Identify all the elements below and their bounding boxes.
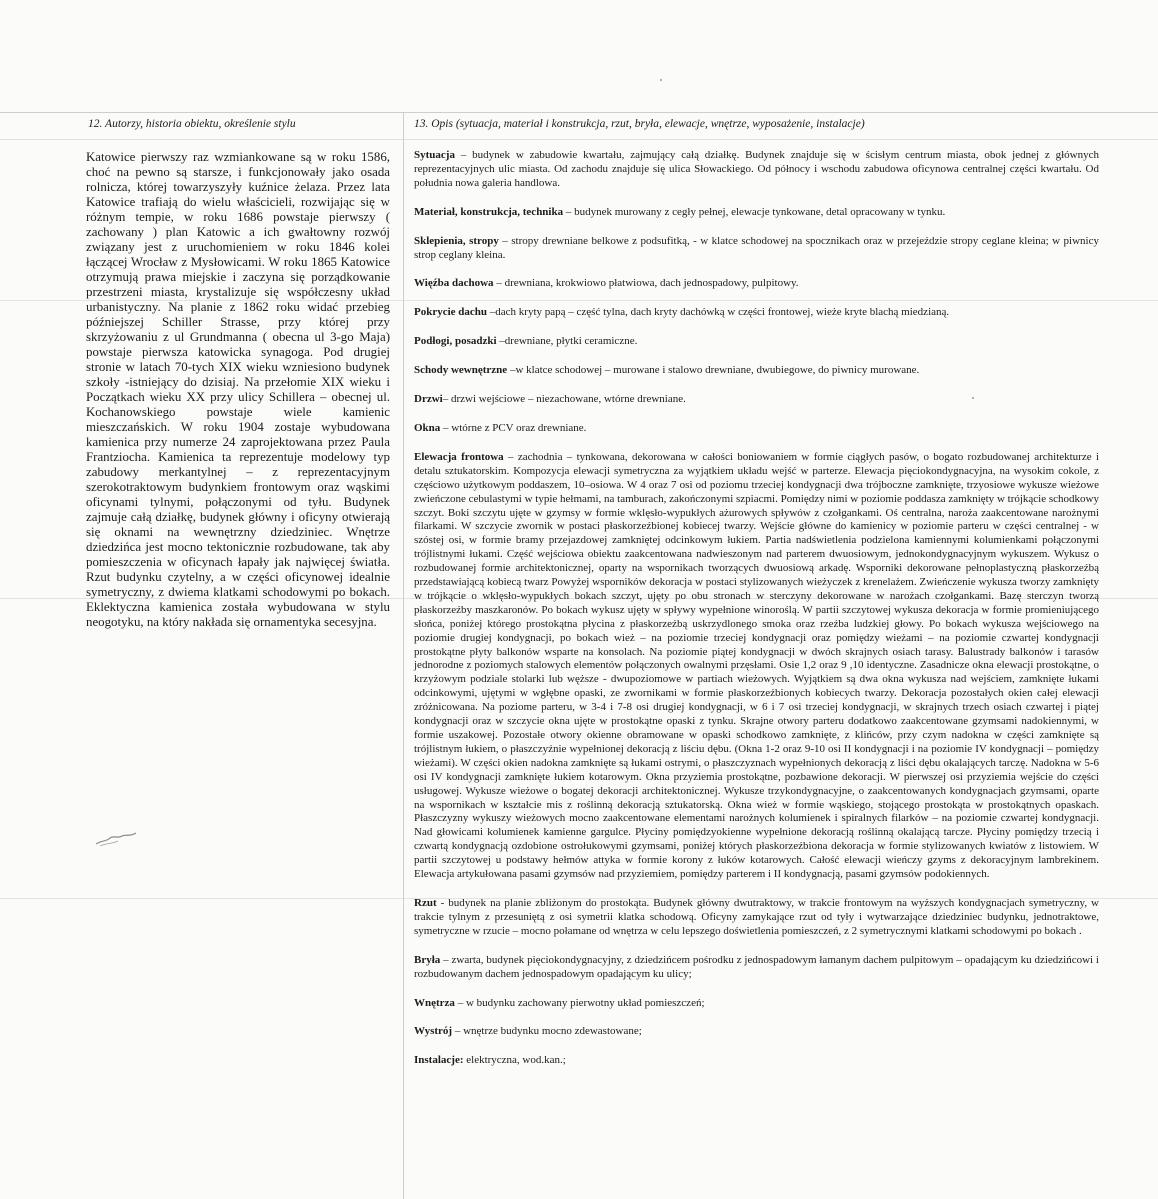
section-text: – drewniana, krokwiowo płatwiowa, dach jednospadowy, pulpitowy. [493,277,799,290]
section-label: Więźba dachowa [414,277,494,290]
section-label: Rzut [414,896,437,909]
scan-speck [660,79,662,81]
section-text: – zachodnia – tynkowana, dekorowana w całości boniowaniem w formie ciągłych pasów, o bogato rozbudowanej architekturze i detalu sztukatorskim. Kompozycja elewacji symetryczna za wyjątkiem układu wejść w parterze. Elewacja pięciokondygnacyjna, na wysokim cokole, z częściowo użytkowym poddaszem, 10–osiowa. W 4 oraz 7 osi od poziomu trzeciej kondygnacji dwa trójboczne zamknięte, trzyosiowe wykusze wieżowe zwieńczone cebulastymi w typie hełmami, na tamburach, zakończonymi szpiacmi. Pomiędzy nimi w poziomie poddasza zamknięty w trójkącie schodkowy szczyt. Boki szczytu ujęte w gzymsy w formie wklęsło-wypukłych ażurowych spływów z czołgankami. Oś centralna, naroża zaakcentowane narożnymi filarkami. W szczycie zwornik w postaci płaskorzeźbionej kobiecej twarzy. Wejście główne do kamienicy w poziomie parteru w części centralnej - w szóstej osi, w formie bramy przejazdowej zamkniętej odcinkowym łukiem. Partia nadświetlenia podzielona kamiennymi kolumienkami połączonymi trójlistnymi łukami. Część wejściowa obiektu zaakcentowana nadwieszonym nad parterem dwuosiowym, jednokondygnacyjnym wykuszem. Wykusz o rozbudowanej formie architektonicznej, oparty na wspornikach tworzących dwuosiową arkadę. Wsporniki dekorowane pełnoplastyczną płaskorzeźbą przedstawiającą kobiecą twarz Powyżej wsporników dekoracja w postaci stylizowanych wieżyczek z krenelażem. Zwieńczenie wykusza tworzy zamknięty w trójkącie o wklęsło-wypukłych bokach szczyt, ujęty po obu stronach w sterczyny dekorowane w narożach czołgankami. Bazę sterczyn tworzą płaskorzeźby maszkaronów. Po bokach wykusz ujęty w spływy wypełnione winoroślą. W partii szczytowej wykusza dekoracja w formie promieniującego słońca, poniżej którego prostokątna płycina z płaskorzeźbą uskrzydlonego smoka oraz rzeźba ludzkiej głowy. Po bokach wykusza wejściowego na poziomie drugiej kondygnacji, po bokach wież – na poziomie trzeciej kondygnacji oraz pomiędzy wieżami – na poziomie czwartej kondygnacji prostokątne płyty balkonów wsparte na konsolach. Na poziomie piątej kondygnacji w dwóch skrajnych osiach tarasy. Balustrady balkonów i tarasów jednorodne z poziomych stalowych elementów połączonych owalnymi przęsłami. Osie 1,2 oraz 9 ,10 identyczne. Zasadnicze okna elewacji prostokątne, o krzyżowym podziale stolarki lub węższe - dwupoziomowe w partiach wieżowych. Wyjątkiem są dwa okna wykusza nad wejściem, zamknięte łukami odcinkowymi, ujętymi w wgłębne opaski, ze zwornikami w formie płaskorzeźbionych kobiecych twarzy. Dekoracja pozostałych okien całej elewacji zróżnicowana. Na poziome parteru, w 3-4 i 7-8 osi drugiej kondygnacji, w 6 i 7 osi trzeciej kondygnacji, w skrajnych trzech osiach czwartej i piątej kondygnacji oraz w szczycie okna ujęte w prostokątne opaski z tynku. Skrajne otwory parteru dodatkowo zaakcentowane gzymsami nadokiennymi, w formie uszakowej. Pozostałe otwory okienne obramowane w opaski schodkowo zamknięte, z klińców, przy czym nadokna w części zamknięte są trójlistnym łukiem, o płaszczyźnie wypełnionej dekoracją z liściu dębu. (Okna 1-2 oraz 9-10 osi II kondygnacji i na poziomie IV kondygnacji – pomiędzy wieżami). W części okien nadokna zamknięte są łukami ostrymi, o płaszczyznach wypełnionych dekoracją z liści dębu okalających tarczę. Nadokna w 5-6 osi IV kondygnacji zamknięte łukiem kotarowym. Okna przyziemia prostokątne, pozbawione dekoracji. W pierwszej osi przyziemia wejście do części usługowej. Wykusze wieżowe o bogatej dekoracji architektonicznej. Wykusze trzykondygnacyjne, o zaakcentowanych kondygnacjach gzymsami, oparte na wspornikach w kształcie mis z roślinną dekoracją sztukatorską. Okna wież w formie wąskiego, stojącego prostokąta w prostokątnych opaskach. Płaszczyzny wykuszy wieżowych mocno zaakcentowane elementami narożnych kolumienek i spiralnych filarków – na poziomie czwartej kondygnacji. Nad głowicami kolumienek kamienne gargulce. Płyciny pomiędzyokienne wypełnione dekoracją roślinną okalającą tarcze. Płyciny pomiędzy trzecią i czwartą kondygnacją ozdobione ostrołukowymi gzymsami, poniżej których płaskorzeźbiona dekoracja w formie stylizowanych kwiatów z listowiem. W partii szczytowej u podstawy hełmów attyka w formie korony z łuków kotarowych. Całość elewacji wieńczy gzyms z dekoracyjnym lambrekinem. Elewacja artykułowana pasami gzymsów nad przyziemiem, pomiędzy parterem i II kondygnacją, pasami gzymsów podokiennych. [414,450,1100,881]
section-text: – drzwi wejściowe – niezachowane, wtórne drewniane. [442,393,686,406]
pen-scribble-mark [94,828,140,848]
description-sections [414,149,1099,1083]
description-section [414,335,1099,349]
table-top-border [0,112,1158,113]
section-text: – budynek murowany z cegły pełnej, elewacje tynkowane, detal opracowany w tynku. [563,205,946,218]
section-text: –w klatce schodowej – murowane i stalowo drewniane, dwubiegowe, do piwnicy murowane. [507,364,920,377]
section-label: Bryła [414,953,441,966]
right-column-heading: 13. Opis (sytuacja, materiał i konstrukcja, rzut, bryła, elewacje, wnętrze, wyposażenie, instalacje) [414,118,865,130]
description-section [414,451,1099,882]
section-text: – budynek w zabudowie kwartału, zajmujący całą działkę. Budynek znajduje się w ścisłym centrum miasta, obok jednej z głównych reprezentacyjnych ulic miasta. Od zachodu znajduje się ulica Słowackiego. Od północy i wschodu zabudowa oficynowa centralnej części kwartału. Od południa nowa galeria handlowa. [414,149,1099,189]
section-text: – wtórne z PCV oraz drewniane. [440,421,587,434]
section-text: – stropy drewniane belkowe z podsufitką, - w klatce schodowej na spocznikach oraz w przejeździe stropy ceglane kleina; w piwnicy strop ceglany kleina. [414,234,1099,261]
section-text: – wnętrze budynku mocno zdewastowane; [452,1025,642,1038]
section-text: –drewniane, płytki ceramiczne. [496,335,638,348]
description-section [414,206,1099,220]
section-text: - budynek na planie zbliżonym do prostokąta. Budynek główny dwutraktowy, w trakcie frontowym na wyższych kondygnacjach symetryczny, w trakcie tylnym z przesuniętą z osi symetrii klatka schodową. Oficyny zamykające rzut od tyły i wytwarzające dziedziniec budynku, jednotraktowe, symetryczne w rzucie – mocno połamane od wnętrza w celu lepszego doświetlenia pomieszczeń, z 2 symetrycznymi klatkami schodowymi po bokach . [414,896,1099,937]
column-divider [403,112,404,1199]
left-column-heading: 12. Autorzy, historia obiektu, określenie stylu [88,118,296,130]
description-section [414,393,1099,407]
section-label: Schody wewnętrzne [414,364,508,377]
header-row-border [0,139,1158,140]
description-section [414,306,1099,320]
history-text: Katowice pierwszy raz wzmiankowane są w roku 1586, choć na pewno są starsze, i funkcjonowały jako osada rolnicza, której towarzyszyły kuźnice żelaza. Przez lata Katowice trafiają do wielu właścicieli, rozwijając się w różnym tempie, w roku 1686 powstaje pierwszy ( zachowany ) plan Katowic a ich gwałtowny rozwój związany jest z uruchomieniem w roku 1846 kolei łączącej Wrocław z Mysłowicami. W roku 1865 Katowice otrzymują prawa miejskie i zaczyna się porządkowanie przestrzeni miasta, krystalizuje się współczesny układ urbanistyczny. Na planie z 1862 roku widać przebieg późniejszej Schiller Strasse, przy której przy skrzyżowaniu z ul Grundmanna ( obecna ul 3-go Maja) powstaje pierwsza katowicka synagoga. Pod drugiej stronie w latach 70-tych XIX wieku wzniesiono budynek szkoły -istniejący do dzisiaj. Na przełomie XIX wieku i Początkach wieku XX przy ulicy Schillera – obecnej ul. Kochanowskiego powstaje wiele kamienic mieszczańskich. W roku 1904 zostaje wybudowana kamienica przy numerze 24 zaprojektowana przez Paula Frantziocha. Kamienica ta reprezentuje modelowy typ zabudowy merkantylnej – z reprezentacyjnym szerokotraktowym budynkiem frontowym oraz wąskimi oficynami tylnymi, połączonymi od tyłu. Budynek zajmuje całą działkę, budynek główny i oficyny otwierają się oknami na wewnętrzny dziedziniec. Wnętrze dziedzińca jest mocno tektonicznie rozbudowane, tak aby pomieszczenia w oficynach łapały jak najwięcej światła. Rzut budynku czytelny, a w części oficynowej idealnie symetryczny, z dwiema klatkami schodowymi po bokach. Eklektyczna kamienica została wybudowana w stylu neogotyku, na który nakłada się ornamentyka secesyjna. [86,150,390,629]
section-label: Okna [414,421,441,434]
description-section [414,1025,1099,1039]
description-section [414,149,1099,191]
section-text: – w budynku zachowany pierwotny układ pomieszczeń; [454,996,705,1009]
section-label: Wnętrza [414,996,455,1009]
description-section [414,897,1099,939]
section-label: Drzwi [414,393,443,406]
section-label: Instalacje: [414,1054,464,1067]
section-text: elektryczna, wod.kan.; [463,1054,566,1067]
section-label: Materiał, konstrukcja, technika [414,205,564,218]
description-section [414,422,1099,436]
description-section [414,1054,1099,1068]
description-section [414,997,1099,1011]
description-section [414,954,1099,982]
description-section [414,277,1099,291]
section-label: Podłogi, posadzki [414,335,497,348]
section-label: Elewacja frontowa [414,450,504,463]
description-section [414,235,1099,263]
section-text: – zwarta, budynek pięciokondygnacyjny, z dziedzińcem pośrodku z jednospadowym łamanym dachem pulpitowym – opadającym ku dziedzińcowi i rozbudowanym dachem jednospadowym opadającym ku ulicy; [414,953,1099,980]
section-label: Sytuacja [414,149,455,161]
description-section [414,364,1099,378]
section-label: Pokrycie dachu [414,306,488,319]
section-text: –dach kryty papą – część tylna, dach kryty dachówką w części frontowej, wieże kryte blachą miedzianą. [487,306,950,319]
section-label: Sklepienia, stropy [414,234,499,247]
section-label: Wystrój [414,1025,453,1038]
